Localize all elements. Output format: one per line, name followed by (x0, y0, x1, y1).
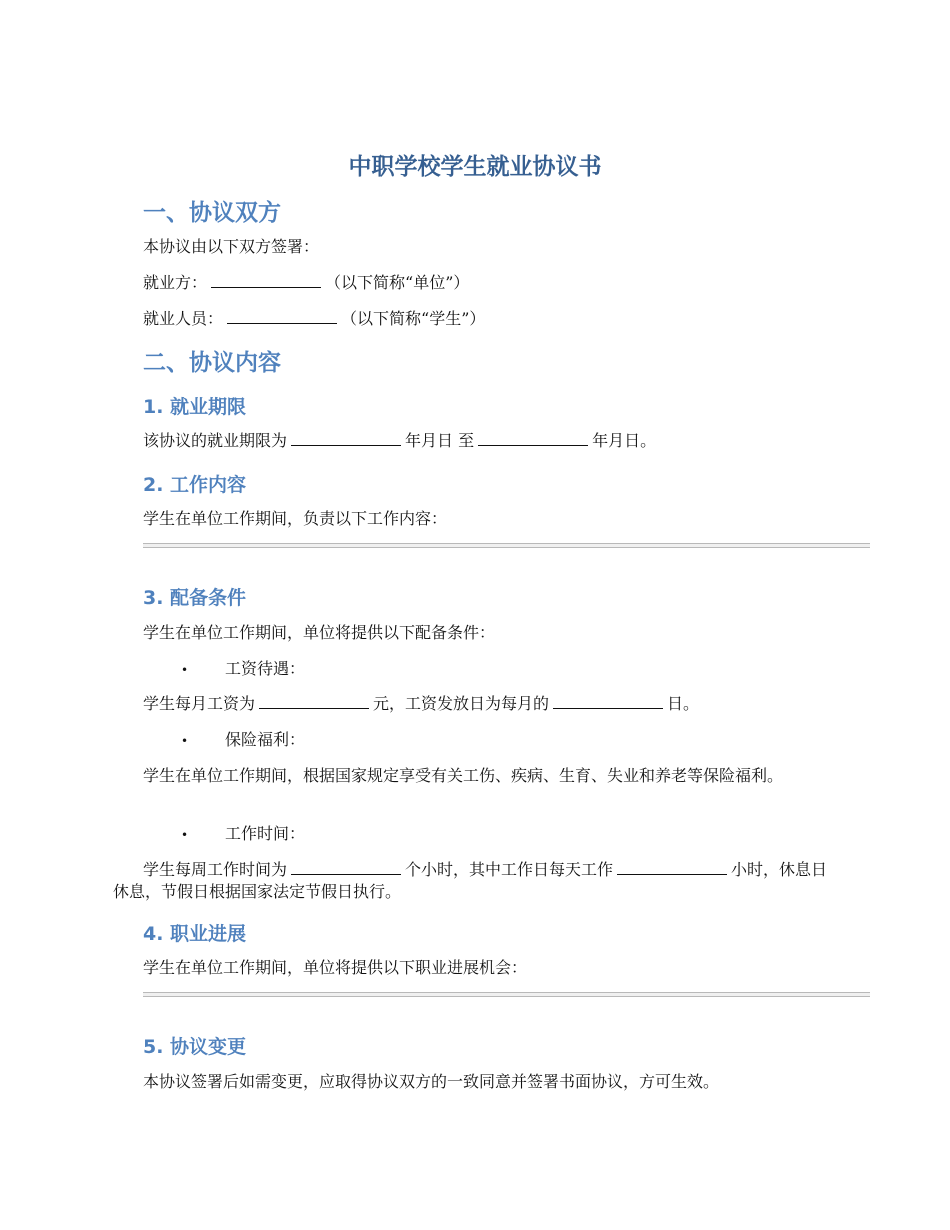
document-title: 中职学校学生就业协议书 (348, 154, 602, 180)
subheading-conditions: 3. 配备条件 (143, 587, 247, 609)
wage-line (143, 693, 699, 715)
period-text-b: 年月日 至 (405, 431, 475, 450)
hours-text (113, 859, 843, 903)
student-blank (227, 309, 337, 324)
subheading-change: 5. 协议变更 (143, 1036, 247, 1058)
work-text: 学生在单位工作期间，负责以下工作内容： (143, 509, 448, 528)
section-heading-content: 二、协议内容 (143, 350, 281, 376)
bullet-wage (181, 658, 305, 681)
wage-label: 工资待遇： (225, 659, 306, 678)
party-student-note: （以下简称“学生”） (341, 309, 486, 328)
period-start-blank (291, 431, 401, 446)
wage-day-blank (553, 694, 663, 709)
bullet-icon: • (181, 663, 189, 677)
wage-text-b: 元，工资发放日为每月的 (373, 694, 550, 713)
wage-text-c: 日。 (667, 694, 700, 713)
party-employer-label: 就业方： (143, 273, 208, 292)
insurance-text: 学生在单位工作期间，根据国家规定享受有关工伤、疾病、生育、失业和养老等保险福利。 (143, 766, 784, 785)
period-end-blank (478, 431, 588, 446)
hours-text-a: 学生每周工作时间为 (143, 860, 288, 879)
hours-label: 工作时间： (225, 824, 306, 843)
subheading-career: 4. 职业进展 (143, 923, 247, 945)
subheading-work: 2. 工作内容 (143, 474, 247, 496)
horizontal-rule (143, 543, 870, 548)
hours-text-b: 个小时，其中工作日每天工作 (405, 860, 614, 879)
hours-day-blank (617, 860, 727, 875)
party-employer-note: （以下简称“单位”） (325, 273, 470, 292)
hours-week-blank (291, 860, 401, 875)
conditions-intro: 学生在单位工作期间，单位将提供以下配备条件： (143, 623, 496, 642)
period-text-c: 年月日。 (592, 431, 657, 450)
change-text: 本协议签署后如需变更，应取得协议双方的一致同意并签署书面协议，方可生效。 (143, 1072, 720, 1091)
bullet-icon: • (181, 734, 189, 748)
bullet-hours (181, 823, 305, 846)
hours-text-c: 小时，休息日休息，节假日根据国家法定节假日执行。 (113, 860, 828, 901)
insurance-label: 保险福利： (225, 730, 306, 749)
party-student-line (143, 308, 485, 330)
wage-text-a: 学生每月工资为 (143, 694, 256, 713)
employer-blank (211, 273, 321, 288)
horizontal-rule (143, 992, 870, 997)
period-line (143, 430, 656, 452)
parties-intro: 本协议由以下双方签署： (143, 237, 320, 256)
period-text-a: 该协议的就业期限为 (143, 431, 288, 450)
bullet-icon: • (181, 828, 189, 842)
career-text: 学生在单位工作期间，单位将提供以下职业进展机会： (143, 958, 528, 977)
subheading-period: 1. 就业期限 (143, 396, 247, 418)
bullet-insurance (181, 729, 305, 752)
section-heading-parties: 一、协议双方 (143, 200, 281, 226)
party-employer-line (143, 272, 469, 294)
party-student-label: 就业人员： (143, 309, 224, 328)
wage-amount-blank (259, 694, 369, 709)
